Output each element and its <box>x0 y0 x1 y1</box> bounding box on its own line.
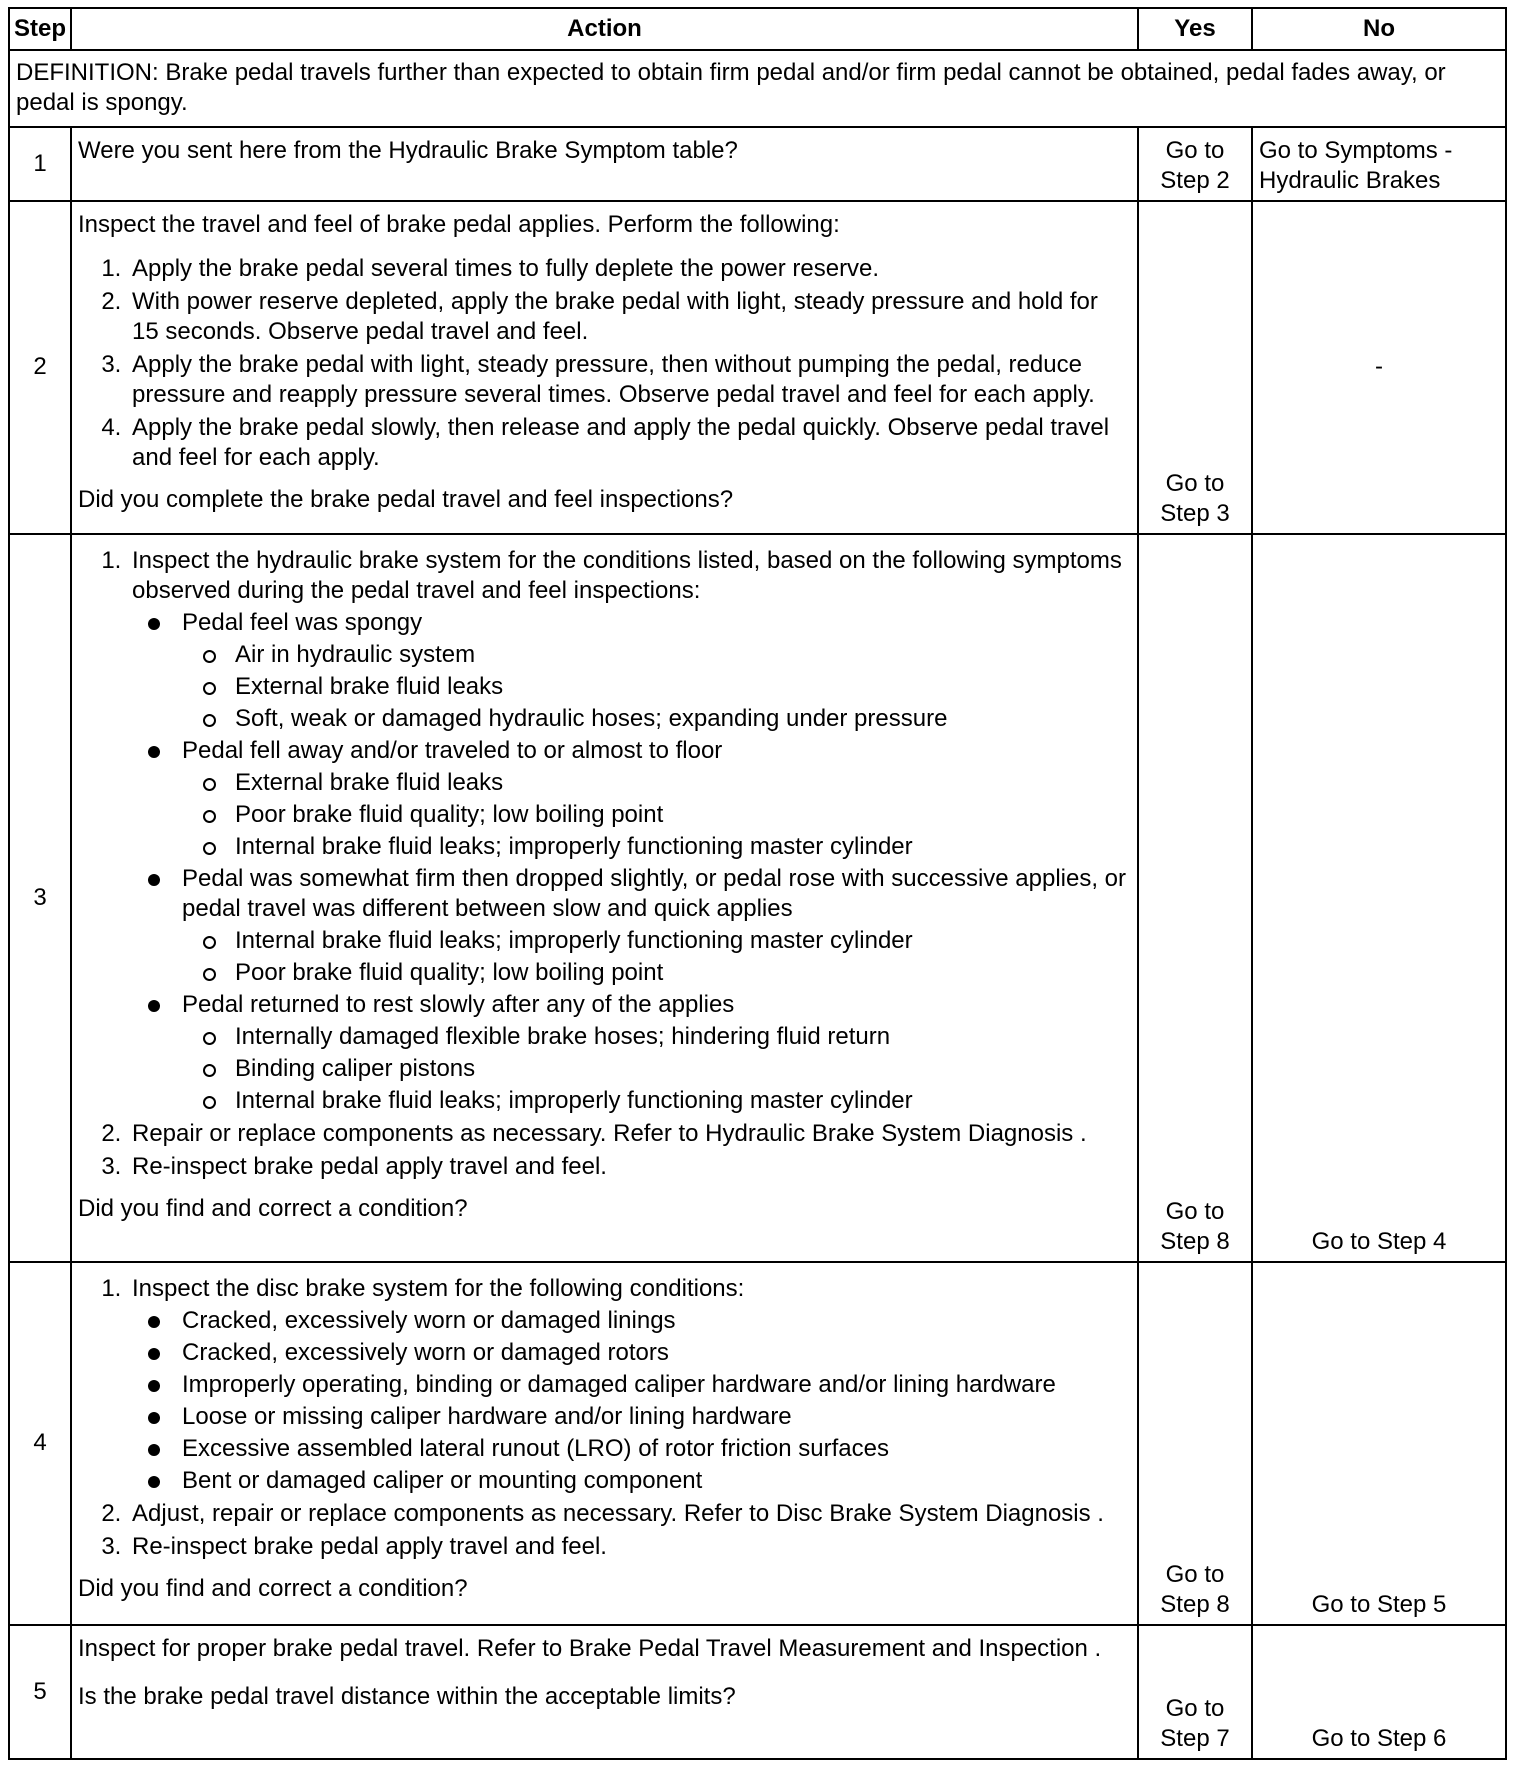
step-question: Did you find and correct a condition? <box>78 1574 468 1602</box>
cause-item: Internal brake fluid leaks; improperly functioning master cylinder <box>231 1086 1131 1116</box>
step-action-cell <box>71 1262 1138 1625</box>
step-question: Did you find and correct a condition? <box>78 1195 468 1223</box>
list-item-text: Inspect the disc brake system for the following conditions: <box>132 1274 745 1302</box>
cause-list <box>182 768 1131 862</box>
step-question: Is the brake pedal travel distance within the acceptable limits? <box>78 1682 736 1710</box>
condition-item: Loose or missing caliper hardware and/or lining hardware <box>178 1402 1131 1432</box>
cause-item: Internally damaged flexible brake hoses; hindering fluid return <box>231 1022 1131 1052</box>
step-action-cell <box>71 201 1138 535</box>
list-item: 1. Apply the brake pedal several times to fully deplete the power reserve. <box>128 254 1131 284</box>
no-action: Go to Step 5 <box>1252 1262 1506 1625</box>
step-number: 4 <box>9 1262 71 1625</box>
condition-item: Excessive assembled lateral runout (LRO) of rotor friction surfaces <box>178 1434 1131 1464</box>
step-question: Were you sent here from the Hydraulic Brake Symptom table? <box>71 127 1138 200</box>
condition-item: Improperly operating, binding or damaged caliper hardware and/or lining hardware <box>178 1370 1131 1400</box>
condition-list <box>132 1306 1131 1496</box>
yes-action: Go to Step 2 <box>1138 127 1252 200</box>
list-item: 3. Re-inspect brake pedal apply travel and feel. <box>128 1532 1131 1562</box>
numbered-list <box>78 1274 1131 1562</box>
symptom-list <box>132 608 1131 1116</box>
yes-action: Go to Step 3 <box>1138 201 1252 535</box>
symptom-label: Pedal fell away and/or traveled to or almost to floor <box>182 737 723 765</box>
list-item: 2. Adjust, repair or replace components as necessary. Refer to Disc Brake System Diagnosis . <box>128 1499 1131 1529</box>
cause-item: Soft, weak or damaged hydraulic hoses; expanding under pressure <box>231 704 1131 734</box>
symptom-item <box>178 990 1131 1116</box>
cause-list <box>182 1022 1131 1116</box>
step-row-3 <box>9 534 1506 1261</box>
list-item <box>128 546 1131 1116</box>
header-action: Action <box>71 8 1138 50</box>
step-number: 1 <box>9 127 71 200</box>
no-action: Go to Step 6 <box>1252 1625 1506 1759</box>
cause-list <box>182 640 1131 734</box>
condition-item: Cracked, excessively worn or damaged rotors <box>178 1338 1131 1368</box>
definition-text: DEFINITION: Brake pedal travels further than expected to obtain firm pedal and/or firm pedal cannot be obtained, pedal fades away, or pedal is spongy. <box>9 50 1506 127</box>
list-item-text: Inspect the hydraulic brake system for the conditions listed, based on the following symptoms observed during the pedal travel and feel inspections: <box>132 547 1122 605</box>
symptom-item <box>178 864 1131 988</box>
cause-item: External brake fluid leaks <box>231 768 1131 798</box>
condition-item: Cracked, excessively worn or damaged linings <box>178 1306 1131 1336</box>
header-yes: Yes <box>1138 8 1252 50</box>
cause-item: Binding caliper pistons <box>231 1054 1131 1084</box>
numbered-list <box>78 546 1131 1182</box>
cause-item: Poor brake fluid quality; low boiling point <box>231 958 1131 988</box>
no-action: Go to Symptoms - Hydraulic Brakes <box>1252 127 1506 200</box>
symptom-item <box>178 736 1131 862</box>
step-row-1 <box>9 127 1506 200</box>
cause-list <box>182 926 1131 988</box>
step-number: 5 <box>9 1625 71 1759</box>
yes-action: Go to Step 8 <box>1138 1262 1252 1625</box>
cause-item: Air in hydraulic system <box>231 640 1131 670</box>
symptom-label: Pedal returned to rest slowly after any of the applies <box>182 991 735 1019</box>
cause-item: Internal brake fluid leaks; improperly functioning master cylinder <box>231 832 1131 862</box>
list-item: 2. Repair or replace components as necessary. Refer to Hydraulic Brake System Diagnosis . <box>128 1119 1131 1149</box>
list-item: 3. Re-inspect brake pedal apply travel and feel. <box>128 1152 1131 1182</box>
list-item: 2. With power reserve depleted, apply the brake pedal with light, steady pressure and hold for 15 seconds. Observe pedal travel and feel. <box>128 287 1131 347</box>
symptom-label: Pedal was somewhat firm then dropped slightly, or pedal rose with successive applies, or pedal travel was different between slow and quick applies <box>182 865 1127 923</box>
list-item: 3. Apply the brake pedal with light, steady pressure, then without pumping the pedal, reduce pressure and reapply pressure several times. Observe pedal travel and feel for each apply. <box>128 350 1131 410</box>
definition-row <box>9 50 1506 127</box>
cause-item: Internal brake fluid leaks; improperly functioning master cylinder <box>231 926 1131 956</box>
yes-action: Go to Step 7 <box>1138 1625 1252 1759</box>
step-row-2 <box>9 201 1506 535</box>
step-intro: Inspect the travel and feel of brake pedal applies. Perform the following: <box>78 210 840 238</box>
symptom-item <box>178 608 1131 734</box>
step-row-5 <box>9 1625 1506 1759</box>
step-question: Did you complete the brake pedal travel and feel inspections? <box>78 485 734 513</box>
step-intro: Inspect for proper brake pedal travel. Refer to Brake Pedal Travel Measurement and Inspection . <box>78 1634 1102 1662</box>
diagnostic-table <box>8 7 1507 1760</box>
step-action-cell <box>71 1625 1138 1759</box>
step-action-cell <box>71 534 1138 1261</box>
list-item <box>128 1274 1131 1496</box>
numbered-list <box>78 254 1131 473</box>
step-number: 2 <box>9 201 71 535</box>
header-step: Step <box>9 8 71 50</box>
cause-item: External brake fluid leaks <box>231 672 1131 702</box>
header-row <box>9 8 1506 50</box>
yes-action: Go to Step 8 <box>1138 534 1252 1261</box>
no-action: - <box>1252 201 1506 535</box>
no-action: Go to Step 4 <box>1252 534 1506 1261</box>
step-row-4 <box>9 1262 1506 1625</box>
symptom-label: Pedal feel was spongy <box>182 609 423 637</box>
cause-item: Poor brake fluid quality; low boiling point <box>231 800 1131 830</box>
list-item: 4. Apply the brake pedal slowly, then release and apply the pedal quickly. Observe pedal travel and feel for each apply. <box>128 413 1131 473</box>
condition-item: Bent or damaged caliper or mounting component <box>178 1466 1131 1496</box>
header-no: No <box>1252 8 1506 50</box>
step-number: 3 <box>9 534 71 1261</box>
